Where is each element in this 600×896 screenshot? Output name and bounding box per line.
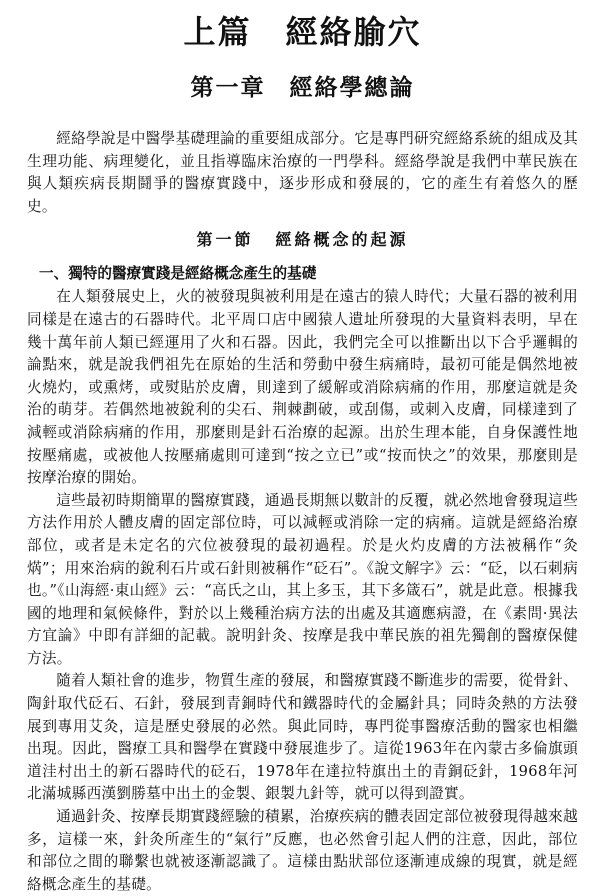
chapter-name: 經絡學總論 (289, 75, 415, 101)
chapter-title (27, 58, 578, 118)
subsection-title: 一、獨特的醫療實踐是經絡概念產生的基礎 (39, 265, 317, 283)
part-title (27, 0, 578, 58)
body-paragraph: 隨着人類社會的進步，物質生產的發展，和醫療實踐不斷進步的需要，從骨針、陶針取代砭石、石針，發展到青銅時代和鐵器時代的金屬針具；同時灸熱的方法發展到專用艾灸，這是歷史發展的必然。與此同時，專門從事醫療活動的醫家也相繼出現。因此，醫療工具和醫學在實踐中發展進步了。這從1963年在內蒙古多倫旗頭道洼村出土的新石器時代的砭石，1978年在達拉特旗出土的青銅砭針，1968年河北滿城縣西漢劉勝墓中出土的金製、銀製九針等，就可以得到證實。 (27, 672, 578, 803)
chapter-label: 第一章 (190, 75, 266, 101)
part-name: 經絡腧穴 (285, 13, 422, 51)
section-name: 經絡概念的起源 (275, 230, 409, 250)
body-paragraph: 在人類發展史上，火的被發現與被利用是在遠古的猿人時代；大量石器的被利用同樣是在遠古的石器時代。北平周口店中國猿人遺址所發現的大量資料表明，早在幾十萬年前人類已經運用了火和石器。因此，我們完全可以推斷出以下合乎邏輯的論點來，就是說我們祖先在原始的生活和勞動中發生病痛時，最初可能是偶然地被火燒灼，或熏烤，或熨貼於皮膚，則達到了緩解或消除病痛的作用，那麼這就是灸治的萌芽。若偶然地被銳利的尖石、荆棘劃破，或刮傷，或刺入皮膚，同樣達到了減輕或消除病痛的作用，那麼則是針石治療的起源。出於生理本能，自身保護性地按壓痛處，或被他人按壓痛處則可達到“按之立已”或“按而快之”的效果，那麼則是按摩治療的開始。 (27, 288, 578, 487)
section-title (27, 218, 578, 262)
intro-paragraph: 經絡學說是中醫學基礎理論的重要組成部分。它是專門研究經絡系統的組成及其生理功能、病理變化，並且指導臨床治療的一門學科。經絡學說是我們中華民族在與人類疾病長期鬪爭的醫療實踐中，逐步形成和發展的，它的產生有着悠久的歷史。 (27, 130, 578, 215)
body-paragraph: 通過針灸、按摩長期實踐經驗的積累，治療疾病的體表固定部位被發現得越來越多，這樣一來，針灸所產生的“氣行”反應，也必然會引起人們的注意，因此，部位和部位之間的聯繫也就被逐漸認識了。這樣由點狀部位逐漸連成線的現實，就是經絡概念產生的基礎。 (27, 808, 578, 893)
part-label: 上篇 (183, 13, 252, 51)
section-label: 第一節 (196, 230, 254, 250)
body-paragraph: 這些最初時期簡單的醫療實踐，通過長期無以數計的反覆，就必然地會發現這些方法作用於人體皮膚的固定部位時，可以減輕或消除一定的病痛。這就是經絡治療部位，或者是未定名的穴位被發現的最初過程。於是火灼皮膚的方法被稱作“灸焫”；用來治病的銳利石片或石針則被稱作“砭石”。《說文解字》云：“砭，以石刺病也。”《山海經·東山經》云：“高氏之山，其上多玉，其下多箴石”，就是此意。根據我國的地理和氣候條件，對於以上幾種治病方法的出處及其適應病證，在《素問·異法方宜論》中即有詳細的記載。說明針灸、按摩是我中華民族的祖先獨創的醫療保健方法。 (27, 491, 578, 667)
